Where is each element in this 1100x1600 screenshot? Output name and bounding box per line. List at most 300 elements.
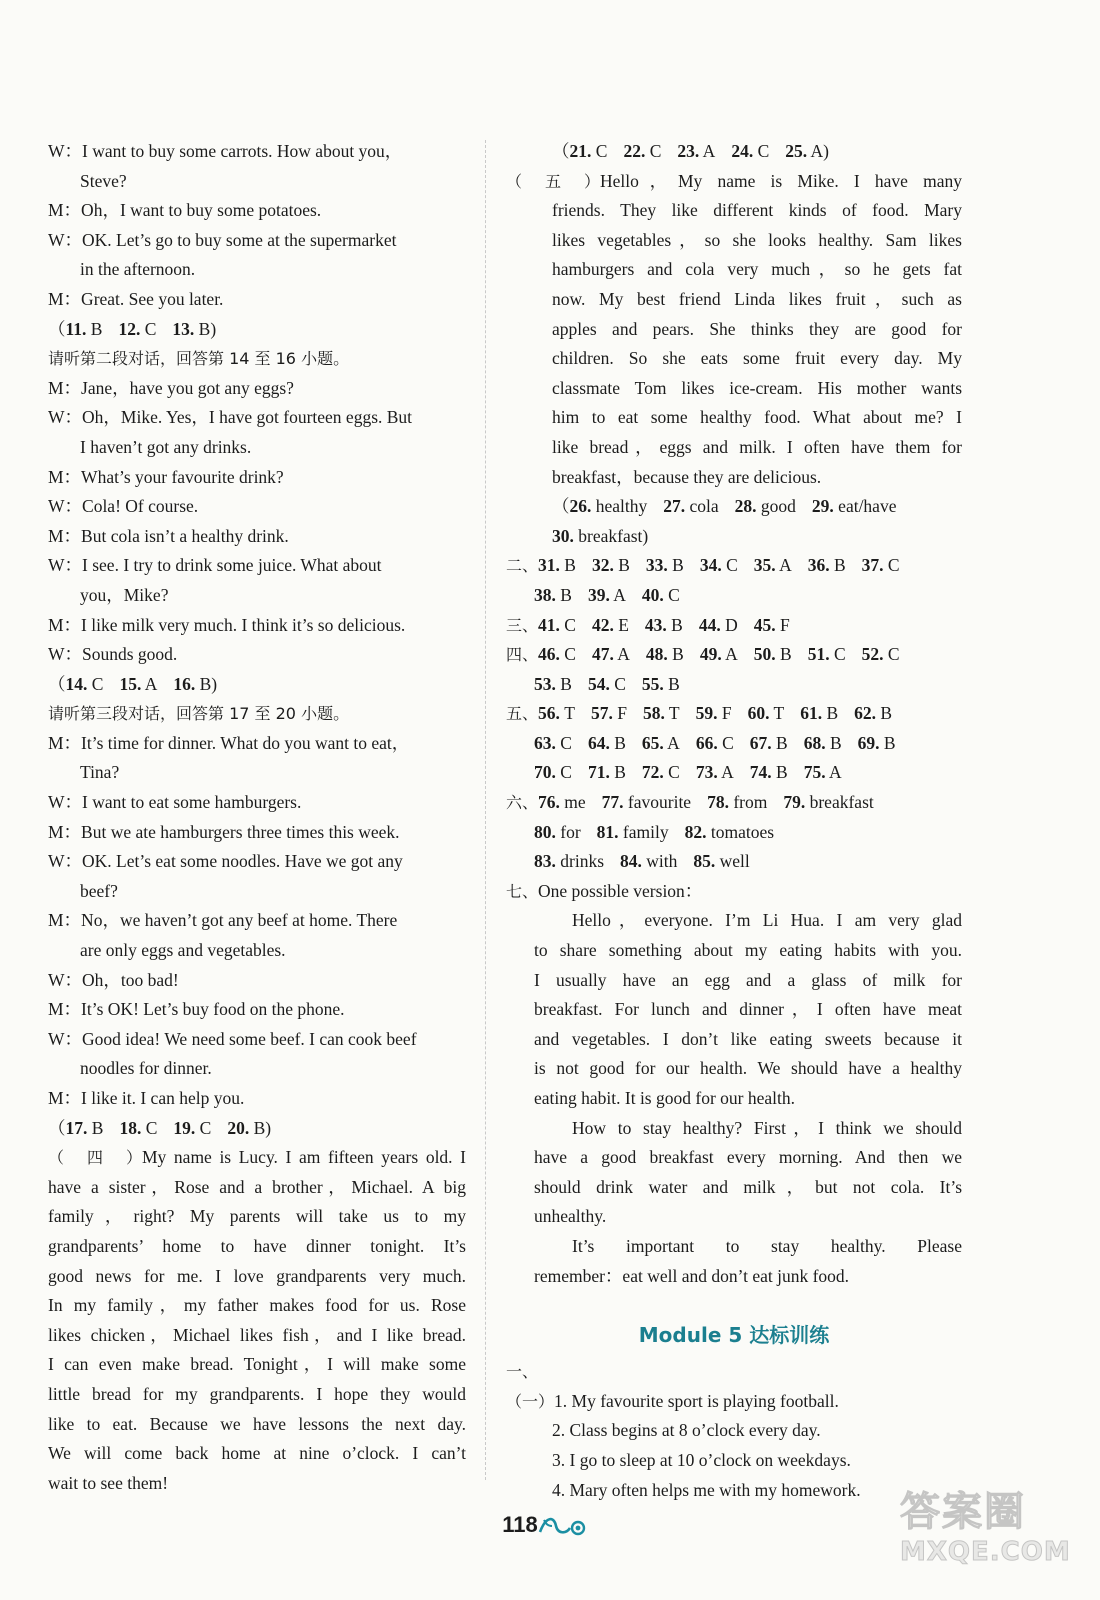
line-text: W：I see. I try to drink some juice. What about — [48, 555, 382, 576]
answer-value: eat/have — [838, 496, 897, 517]
answer-item — [119, 1118, 157, 1138]
text-line — [48, 788, 466, 818]
answer-value: B — [672, 555, 684, 576]
text-line — [506, 1084, 962, 1114]
question-number: 14. — [65, 673, 88, 694]
answer-line — [506, 729, 962, 759]
answer-item — [588, 585, 626, 605]
question-number: 51. — [807, 644, 830, 665]
answer-value: B — [833, 555, 846, 576]
line-text: M：Great. See you later. — [48, 288, 224, 309]
answer-item — [785, 141, 829, 161]
answer-value: T — [564, 703, 575, 724]
answer-line — [506, 847, 962, 877]
answer-value: B — [668, 673, 680, 694]
line-text: like bread，eggs and milk. I often have them for — [552, 436, 962, 457]
answer-item — [754, 644, 792, 664]
answer-value: A — [613, 584, 626, 605]
question-number: 58. — [642, 703, 665, 724]
line-text: 2. Class begins at 8 o’clock every day. — [552, 1420, 821, 1441]
line-text: family，right? My parents will take us to my — [48, 1206, 466, 1227]
text-line — [506, 906, 962, 936]
text-line — [48, 374, 466, 404]
line-text: breakfast，because they are delicious. — [552, 466, 822, 487]
text-line — [506, 344, 962, 374]
answer-value: C — [564, 614, 576, 635]
question-number: 52. — [861, 644, 884, 665]
section-marker: （四） — [48, 1148, 142, 1168]
question-number: 15. — [119, 673, 142, 694]
answer-item — [643, 703, 680, 723]
line-text: W：Cola! Of course. — [48, 496, 199, 517]
section-marker: 三、 — [506, 615, 539, 635]
question-number: 78. — [707, 792, 729, 813]
answer-line — [506, 492, 962, 522]
text-line — [48, 966, 466, 996]
answer-item — [534, 822, 581, 842]
answer-value: B — [672, 644, 684, 665]
question-number: 67. — [749, 732, 772, 753]
question-number: 57. — [590, 703, 613, 724]
answer-value: B — [883, 732, 896, 753]
line-text: like to eat. Because we have lessons the next day. — [48, 1413, 466, 1434]
text-line — [506, 1476, 962, 1506]
answer-value: C — [833, 644, 846, 665]
text-line — [506, 226, 962, 256]
text-line — [48, 581, 466, 611]
text-line — [506, 1173, 962, 1203]
answer-value: E — [618, 614, 629, 635]
answer-item — [538, 555, 576, 575]
text-line — [48, 1084, 466, 1114]
line-text: Hello，My name is Mike. I have many — [600, 170, 962, 191]
answer-item — [700, 555, 738, 575]
line-text: likes vegetables，so she looks healthy. Sam likes — [552, 229, 962, 250]
text-line — [48, 906, 466, 936]
question-number: 30. — [552, 525, 574, 546]
text-line — [48, 1143, 466, 1173]
answer-line — [506, 137, 962, 167]
question-number: 21. — [569, 141, 592, 161]
text-line — [48, 611, 466, 641]
text-line — [506, 1025, 962, 1055]
answer-value: A — [667, 732, 680, 753]
text-line — [48, 285, 466, 315]
line-text: him to eat some healthy food. What about me? I — [552, 407, 962, 428]
line-text: 请听第二段对话，回答第 14 至 16 小题。 — [48, 349, 350, 369]
text-line — [48, 226, 466, 256]
answer-item — [642, 762, 680, 782]
question-number: 13. — [172, 318, 195, 339]
line-text: W：Oh，Mike. Yes，I have got fourteen eggs. But — [48, 407, 413, 428]
text-line — [506, 285, 962, 315]
line-text: Tina? — [80, 762, 120, 783]
answer-line — [506, 611, 962, 641]
text-line — [506, 1357, 962, 1387]
line-text: 请听第三段对话，回答第 17 至 20 小题。 — [48, 704, 350, 724]
answer-line — [506, 640, 962, 670]
answer-value: tomatoes — [710, 821, 775, 842]
answer-item — [646, 644, 684, 664]
answer-item — [862, 644, 900, 664]
question-number: 41. — [538, 614, 560, 635]
line-text: M：It’s time for dinner. What do you want to eat， — [48, 732, 410, 753]
text-line — [48, 936, 466, 966]
watermark-logo-text: 答案圈 — [900, 1489, 1026, 1535]
answer-item — [592, 644, 630, 664]
answer-item — [173, 674, 217, 694]
line-text: In my family，my father makes food for us. Rose — [48, 1295, 466, 1316]
answer-value: B — [826, 703, 839, 724]
answer-value: F — [779, 614, 790, 635]
answer-item — [854, 703, 892, 723]
text-line — [48, 1439, 466, 1469]
answer-value: B — [829, 732, 842, 753]
text-line — [506, 1143, 962, 1173]
text-line — [48, 167, 466, 197]
question-number: 18. — [119, 1117, 142, 1138]
question-number: 85. — [693, 851, 716, 872]
answer-item — [597, 822, 669, 842]
answer-item — [748, 703, 785, 723]
answer-item — [858, 733, 896, 753]
text-line — [506, 255, 962, 285]
answer-value: drinks — [560, 851, 604, 872]
text-line — [506, 877, 962, 907]
text-line — [48, 1025, 466, 1055]
answer-item — [588, 762, 626, 782]
question-number: 42. — [591, 614, 614, 635]
text-line — [48, 1232, 466, 1262]
answer-item — [534, 762, 572, 782]
question-number: 47. — [591, 644, 614, 665]
answer-value: C — [887, 644, 900, 665]
text-line — [48, 758, 466, 788]
text-line — [48, 877, 466, 907]
line-text: How to stay healthy? First，I think we should — [572, 1117, 962, 1138]
text-line — [48, 1321, 466, 1351]
text-line — [506, 1387, 962, 1417]
answer-item — [645, 615, 683, 635]
question-number: 84. — [620, 851, 642, 872]
text-line — [48, 492, 466, 522]
question-number: 35. — [753, 555, 776, 576]
line-text: good news for me. I love grandparents very much. — [48, 1265, 466, 1286]
line-text: M：Jane，have you got any eggs? — [48, 377, 294, 398]
question-number: 37. — [861, 555, 884, 576]
text-line — [506, 1114, 962, 1144]
column-divider — [485, 140, 486, 1480]
line-text: W：OK. Let’s go to buy some at the supermarket — [48, 229, 397, 250]
answer-line — [48, 670, 466, 700]
text-line — [48, 1410, 466, 1440]
text-line — [48, 344, 466, 374]
question-number: 79. — [783, 792, 806, 813]
line-text: W：OK. Let’s eat some noodles. Have we got any — [48, 851, 403, 872]
question-number: 82. — [684, 821, 707, 842]
line-text: children. So she eats some fruit every day. My — [552, 348, 962, 369]
text-line — [506, 1232, 962, 1262]
answer-value: from — [733, 792, 768, 813]
line-text: Hello，everyone. I’m Li Hua. I am very glad — [572, 910, 962, 931]
line-text: W：Sounds good. — [48, 644, 178, 665]
answer-value: C — [887, 555, 900, 576]
question-number: 39. — [587, 584, 610, 605]
answer-value: T — [668, 703, 680, 724]
text-line — [506, 1202, 962, 1232]
question-number: 17. — [65, 1117, 88, 1138]
answer-item — [534, 585, 572, 605]
text-line — [506, 315, 962, 345]
text-line — [48, 255, 466, 285]
answer-item — [534, 674, 572, 694]
answer-value: C — [564, 644, 576, 665]
line-text: M：But cola isn’t a healthy drink. — [48, 525, 289, 546]
line-text: 1. My favourite sport is playing football. — [554, 1390, 839, 1411]
line-text: M：Oh，I want to buy some potatoes. — [48, 200, 322, 221]
answer-value: T — [773, 703, 785, 724]
answer-value: well — [719, 851, 750, 872]
answer-value: B — [780, 644, 792, 665]
right-column — [506, 137, 962, 1505]
answer-value: breakfast) — [578, 525, 649, 546]
text-line — [48, 1380, 466, 1410]
answer-line — [506, 581, 962, 611]
question-number: 62. — [854, 703, 877, 724]
answer-value: A — [725, 644, 738, 665]
text-line — [48, 729, 466, 759]
answer-item — [804, 762, 842, 782]
answer-item — [700, 644, 738, 664]
question-number: 65. — [641, 732, 664, 753]
line-text: M：I like it. I can help you. — [48, 1088, 245, 1108]
answer-item — [592, 615, 629, 635]
answer-line — [506, 758, 962, 788]
line-text: classmate Tom likes ice-cream. His mother wants — [552, 377, 962, 398]
answer-item — [118, 319, 156, 339]
text-line — [506, 1054, 962, 1084]
question-number: 44. — [698, 614, 721, 635]
question-number: 24. — [731, 141, 754, 161]
line-text: Steve? — [80, 170, 127, 191]
answer-value: C — [144, 318, 157, 339]
line-text: W：Oh，too bad! — [48, 969, 179, 990]
text-line — [48, 847, 466, 877]
answer-item — [696, 733, 734, 753]
line-text: apples and pears. She thinks they are good for — [552, 318, 962, 339]
question-number: 31. — [538, 555, 560, 576]
answer-value: C — [145, 1117, 158, 1138]
answer-item — [735, 496, 796, 516]
section-marker: （ — [552, 496, 570, 517]
answer-value: D — [725, 614, 738, 635]
answer-value: A — [702, 141, 716, 161]
line-text: are only eggs and vegetables. — [80, 940, 286, 961]
text-line — [506, 966, 962, 996]
answer-item — [642, 674, 680, 694]
text-line — [48, 1350, 466, 1380]
watermark-url: MXQE.COM — [900, 1537, 1071, 1567]
line-text: M：It’s OK! Let’s buy food on the phone. — [48, 999, 345, 1020]
question-number: 11. — [65, 318, 87, 339]
question-number: 23. — [677, 141, 700, 161]
question-number: 60. — [747, 703, 770, 724]
line-text: M：What’s your favourite drink? — [48, 466, 284, 487]
section-marker: （ — [48, 673, 66, 694]
question-number: 54. — [587, 673, 610, 694]
question-number: 28. — [734, 496, 757, 517]
text-line — [48, 699, 466, 729]
answer-item — [570, 141, 608, 161]
question-number: 68. — [803, 732, 826, 753]
answer-item — [591, 703, 627, 723]
answer-value: B — [91, 1117, 104, 1138]
question-number: 80. — [534, 821, 556, 842]
line-text: now. My best friend Linda likes fruit，such as — [552, 288, 962, 309]
answer-value: B — [560, 584, 572, 605]
answer-value: C — [668, 584, 680, 605]
answer-item — [66, 1118, 104, 1138]
answer-item — [642, 585, 680, 605]
module-title: Module 5 达标训练 — [638, 1323, 830, 1348]
answer-value: good — [760, 496, 796, 517]
text-line — [506, 995, 962, 1025]
answer-value: A — [828, 762, 842, 783]
line-text: to share something about my eating habits with you. — [534, 940, 962, 961]
question-number: 76. — [538, 792, 560, 813]
section-marker: （五） — [506, 171, 600, 191]
answer-item — [731, 141, 769, 161]
text-line — [48, 403, 466, 433]
line-text: grandparents’ home to have dinner tonight. It’s — [48, 1235, 466, 1256]
question-number: 77. — [601, 792, 624, 813]
question-number: 75. — [803, 762, 826, 783]
answer-line — [506, 551, 962, 581]
question-number: 83. — [534, 851, 556, 872]
text-line — [506, 374, 962, 404]
answer-value: for — [560, 821, 581, 842]
section-marker: 四、 — [506, 645, 539, 665]
answer-item — [808, 555, 846, 575]
question-number: 25. — [785, 141, 808, 161]
line-text: M：No，we haven’t got any beef at home. There — [48, 910, 398, 931]
answer-value: C — [595, 141, 608, 161]
section-marker: 二、 — [506, 556, 539, 576]
answer-item — [862, 555, 900, 575]
answer-item — [800, 703, 838, 723]
question-number: 32. — [591, 555, 614, 576]
question-number: 20. — [227, 1117, 250, 1138]
answer-item — [699, 615, 738, 635]
line-text: remember：eat well and don’t eat junk food. — [534, 1265, 850, 1286]
answer-value: C — [199, 1117, 212, 1138]
line-text: you，Mike? — [80, 584, 169, 605]
line-text: friends. They like different kinds of food. Mary — [552, 200, 962, 221]
line-text: eating habit. It is good for our health. — [534, 1088, 795, 1108]
question-number: 46. — [538, 644, 560, 665]
answer-item — [552, 526, 648, 546]
answer-item — [620, 851, 677, 871]
question-number: 19. — [173, 1117, 196, 1138]
answer-value: B — [776, 732, 788, 753]
answer-item — [172, 319, 216, 339]
answer-item — [677, 141, 715, 161]
text-line — [48, 196, 466, 226]
line-text: I can even make bread. Tonight，I will make some — [48, 1354, 466, 1375]
text-line — [48, 137, 466, 167]
text-line — [48, 1262, 466, 1292]
line-text: It’s important to stay healthy. Please — [572, 1235, 962, 1256]
line-text: likes chicken，Michael likes fish，and I like bread. — [48, 1324, 466, 1345]
answer-value: B — [618, 555, 630, 576]
text-line — [506, 1262, 962, 1292]
question-number: 48. — [645, 644, 668, 665]
answer-item — [812, 496, 897, 516]
answer-item — [570, 496, 648, 516]
question-number: 55. — [641, 673, 664, 694]
answer-line — [506, 670, 962, 700]
question-number: 16. — [173, 673, 196, 694]
answer-value: C — [560, 762, 572, 783]
answer-item — [804, 733, 842, 753]
line-text: W：I want to eat some hamburgers. — [48, 792, 302, 813]
text-line — [48, 995, 466, 1025]
question-number: 22. — [623, 141, 646, 161]
line-text: little bread for my grandparents. I hope they would — [48, 1383, 466, 1404]
line-text: beef? — [80, 880, 118, 901]
answer-value: A — [617, 644, 630, 665]
text-line — [506, 403, 962, 433]
section-marker: （ — [552, 141, 570, 161]
question-number: 12. — [118, 318, 141, 339]
section-marker: 七、 — [506, 881, 539, 901]
question-number: 36. — [807, 555, 830, 576]
text-line — [506, 1446, 962, 1476]
text-line — [506, 1416, 962, 1446]
answer-value: C — [668, 762, 680, 783]
line-text: W：Good idea! We need some beef. I can cook beef — [48, 1028, 417, 1049]
answer-value: C — [722, 732, 734, 753]
answer-item — [754, 615, 790, 635]
question-number: 49. — [699, 644, 722, 665]
answer-item — [602, 792, 691, 812]
answer-item — [642, 733, 680, 753]
question-number: 53. — [534, 673, 556, 694]
text-line — [48, 640, 466, 670]
question-number: 40. — [641, 584, 664, 605]
answer-value: B — [560, 673, 572, 694]
answer-item — [696, 762, 734, 782]
question-number: 45. — [753, 614, 776, 635]
question-number: 59. — [695, 703, 718, 724]
answer-value: favourite — [627, 792, 692, 813]
text-line — [48, 1469, 466, 1499]
answer-value: C — [726, 555, 738, 576]
text-line — [48, 551, 466, 581]
line-text: in the afternoon. — [80, 259, 196, 280]
answer-item — [646, 555, 684, 575]
line-text: should drink water and milk，but not cola. It’s — [534, 1176, 962, 1197]
question-number: 43. — [644, 614, 667, 635]
answer-item — [754, 555, 792, 575]
answer-line — [506, 522, 962, 552]
question-number: 27. — [663, 496, 686, 517]
answer-item — [663, 496, 718, 516]
swirl-ornament-icon — [536, 1514, 588, 1538]
answer-item — [534, 733, 572, 753]
text-line — [48, 1291, 466, 1321]
text-line — [506, 167, 962, 197]
